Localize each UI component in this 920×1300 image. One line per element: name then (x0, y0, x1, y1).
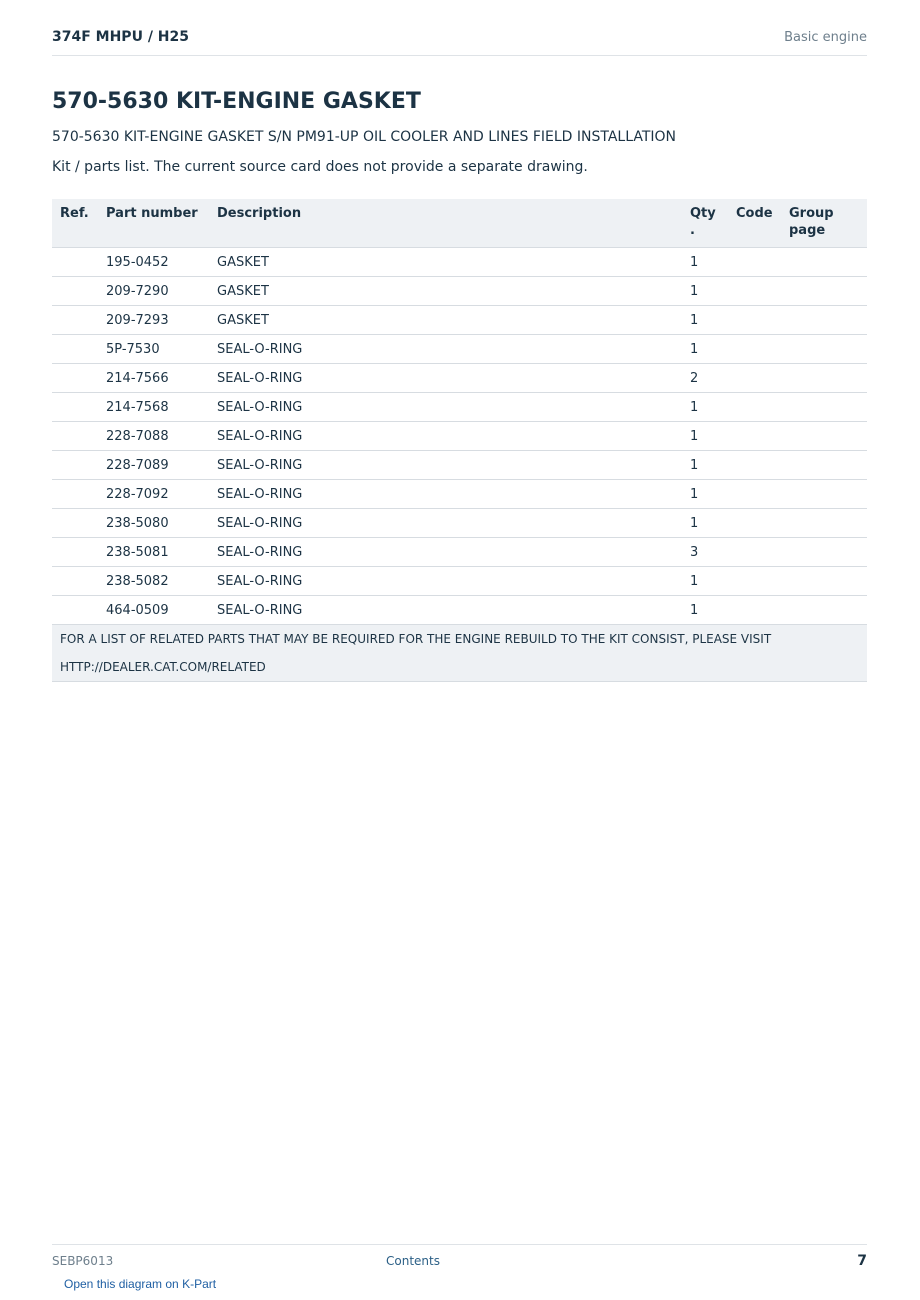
table-row (52, 567, 867, 596)
group-page-cell (781, 451, 867, 480)
description-cell: SEAL-O-RING (209, 393, 682, 422)
code-cell (728, 538, 781, 567)
group-page-cell (781, 480, 867, 509)
code-cell (728, 422, 781, 451)
parts-table (52, 199, 867, 682)
table-row (52, 451, 867, 480)
description-cell: SEAL-O-RING (209, 538, 682, 567)
table-row (52, 393, 867, 422)
ref-cell (52, 248, 98, 277)
group-page-cell (781, 422, 867, 451)
table-row (52, 422, 867, 451)
table-row (52, 538, 867, 567)
code-cell (728, 480, 781, 509)
description-cell: SEAL-O-RING (209, 364, 682, 393)
part-number-cell: 238-5081 (98, 538, 209, 567)
document-code: SEBP6013 (52, 1254, 114, 1268)
part-number-cell: 209-7290 (98, 277, 209, 306)
code-cell (728, 248, 781, 277)
contents-link[interactable]: Contents (386, 1254, 440, 1268)
qty-cell: 1 (682, 596, 728, 625)
ref-cell (52, 451, 98, 480)
table-row (52, 277, 867, 306)
parts-table-body (52, 248, 867, 625)
part-number-cell: 214-7566 (98, 364, 209, 393)
part-number-cell: 464-0509 (98, 596, 209, 625)
qty-header-text: Qty (690, 206, 716, 221)
description-cell: SEAL-O-RING (209, 422, 682, 451)
group-page-cell (781, 364, 867, 393)
kit-note: Kit / parts list. The current source card does not provide a separate drawing. (52, 159, 588, 175)
qty-cell: 1 (682, 335, 728, 364)
code-cell (728, 509, 781, 538)
group-header-text: Group (789, 206, 834, 221)
table-row (52, 509, 867, 538)
description-cell: GASKET (209, 248, 682, 277)
code-cell (728, 364, 781, 393)
qty-cell: 1 (682, 567, 728, 596)
part-number-cell: 228-7088 (98, 422, 209, 451)
code-column-header: Code (728, 199, 781, 248)
page-footer (52, 1244, 867, 1273)
ref-cell (52, 596, 98, 625)
code-cell (728, 335, 781, 364)
ref-cell (52, 480, 98, 509)
ref-cell (52, 509, 98, 538)
qty-cell: 2 (682, 364, 728, 393)
kpart-diagram-link[interactable]: Open this diagram on K-Part (64, 1277, 217, 1291)
table-header-row (52, 199, 867, 248)
part-number-cell: 228-7089 (98, 451, 209, 480)
group-page-column-header (781, 199, 867, 248)
ref-cell (52, 538, 98, 567)
qty-cell: 1 (682, 451, 728, 480)
code-cell (728, 451, 781, 480)
part-number-cell: 214-7568 (98, 393, 209, 422)
code-cell (728, 567, 781, 596)
part-number-cell: 228-7092 (98, 480, 209, 509)
description-cell: GASKET (209, 277, 682, 306)
ref-cell (52, 567, 98, 596)
table-row (52, 596, 867, 625)
qty-cell: 1 (682, 509, 728, 538)
group-page-cell (781, 306, 867, 335)
description-cell: SEAL-O-RING (209, 567, 682, 596)
page-title: 570-5630 KIT-ENGINE GASKET (52, 89, 421, 114)
table-row (52, 248, 867, 277)
ref-cell (52, 306, 98, 335)
qty-header-dot: . (690, 223, 695, 238)
description-cell: SEAL-O-RING (209, 451, 682, 480)
ref-cell (52, 364, 98, 393)
group-page-cell (781, 248, 867, 277)
section-label: Basic engine (784, 30, 867, 45)
group-page-cell (781, 393, 867, 422)
qty-column-header (682, 199, 728, 248)
footnote-cell (52, 625, 867, 682)
ref-cell (52, 393, 98, 422)
ref-column-header: Ref. (52, 199, 98, 248)
description-cell: SEAL-O-RING (209, 335, 682, 364)
part-number-cell: 5P-7530 (98, 335, 209, 364)
ref-cell (52, 335, 98, 364)
group-page-cell (781, 277, 867, 306)
table-row (52, 364, 867, 393)
footnote-line-1: FOR A LIST OF RELATED PARTS THAT MAY BE REQUIRED FOR THE ENGINE REBUILD TO THE KIT CONSIST, PLEASE VISIT (60, 632, 772, 646)
description-cell: SEAL-O-RING (209, 480, 682, 509)
table-row (52, 306, 867, 335)
qty-cell: 1 (682, 393, 728, 422)
qty-cell: 1 (682, 480, 728, 509)
qty-cell: 1 (682, 422, 728, 451)
code-cell (728, 277, 781, 306)
code-cell (728, 306, 781, 335)
code-cell (728, 393, 781, 422)
page-header-text: page (789, 223, 826, 238)
part-number-cell: 209-7293 (98, 306, 209, 335)
footnote-line-2: HTTP://DEALER.CAT.COM/RELATED (60, 660, 266, 674)
group-page-cell (781, 335, 867, 364)
model-label: 374F MHPU / H25 (52, 29, 189, 45)
part-number-cell: 238-5080 (98, 509, 209, 538)
group-page-cell (781, 509, 867, 538)
qty-cell: 1 (682, 277, 728, 306)
table-row (52, 480, 867, 509)
footnote-row (52, 625, 867, 682)
ref-cell (52, 422, 98, 451)
qty-cell: 1 (682, 306, 728, 335)
qty-cell: 3 (682, 538, 728, 567)
table-row (52, 335, 867, 364)
part-number-cell: 238-5082 (98, 567, 209, 596)
group-page-cell (781, 596, 867, 625)
code-cell (728, 596, 781, 625)
page-header (52, 29, 867, 56)
part-number-column-header: Part number (98, 199, 209, 248)
description-cell: SEAL-O-RING (209, 596, 682, 625)
description-cell: GASKET (209, 306, 682, 335)
qty-cell: 1 (682, 248, 728, 277)
page-number: 7 (857, 1253, 867, 1269)
ref-cell (52, 277, 98, 306)
description-column-header: Description (209, 199, 682, 248)
group-page-cell (781, 538, 867, 567)
part-number-cell: 195-0452 (98, 248, 209, 277)
description-cell: SEAL-O-RING (209, 509, 682, 538)
group-page-cell (781, 567, 867, 596)
kit-subtitle: 570-5630 KIT-ENGINE GASKET S/N PM91-UP OIL COOLER AND LINES FIELD INSTALLATION (52, 129, 677, 145)
